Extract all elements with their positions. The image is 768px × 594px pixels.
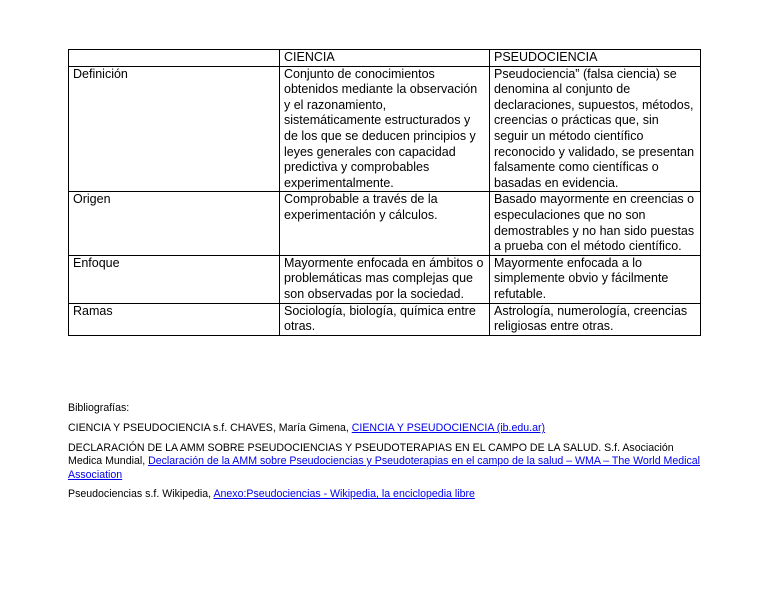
header-cell-pseudociencia: PSEUDOCIENCIA [490,50,701,67]
table-row [69,255,701,303]
bibliography-link[interactable]: Anexo:Pseudociencias - Wikipedia, la enciclopedia libre [213,488,475,501]
bibliography-heading: Bibliografías: [68,402,130,414]
table-row [69,303,701,335]
cell-ciencia: Mayormente enfocada en ámbitos o problemáticas mas complejas que son observadas por la sociedad. [280,255,490,303]
bibliography-link[interactable]: CIENCIA Y PSEUDOCIENCIA (ib.edu.ar) [351,422,546,435]
table-row [69,66,701,192]
table-header-row [69,50,701,67]
bibliography-entry [68,488,708,501]
cell-ciencia: Sociología, biología, química entre otras. [280,303,490,335]
table-row [69,192,701,255]
cell-ciencia: Conjunto de conocimientos obtenidos mediante la observación y el razonamiento, sistemáticamente estructurados y de los que se deducen principios y leyes generales con capacidad predictiva y comprobables experimentalmente. [280,66,490,192]
bibliography-entry-text: DECLARACIÓN DE LA AMM SOBRE PSEUDOCIENCIAS Y PSEUDOTERAPIAS EN EL CAMPO DE LA SALUD. S.f. Asociación Medica Mundial, [68,441,674,468]
cell-pseudociencia: Basado mayormente en creencias o especulaciones que no son demostrables y no han sido puestas a prueba con el método científico. [490,192,701,255]
bibliography-entry-text: Pseudociencias s.f. Wikipedia, [68,488,214,501]
row-label-origen: Origen [69,192,280,255]
row-label-enfoque: Enfoque [69,255,280,303]
header-cell-empty [69,50,280,67]
cell-ciencia: Comprobable a través de la experimentación y cálculos. [280,192,490,255]
bibliography-entry [68,442,708,482]
bibliography-section [68,402,708,507]
bibliography-entry [68,422,708,435]
bibliography-entry-text: CIENCIA Y PSEUDOCIENCIA s.f. CHAVES, María Gimena, [68,422,352,435]
header-cell-ciencia: CIENCIA [280,50,490,67]
row-label-ramas: Ramas [69,303,280,335]
cell-pseudociencia: Mayormente enfocada a lo simplemente obvio y fácilmente refutable. [490,255,701,303]
cell-pseudociencia: Astrología, numerología, creencias religiosas entre otras. [490,303,701,335]
comparison-table [68,49,701,336]
cell-pseudociencia: Pseudociencia” (falsa ciencia) se denomina al conjunto de declaraciones, supuestos, métodos, creencias o prácticas que, sin seguir un método científico reconocido y validado, se presentan falsamente como científicas o basadas en evidencia. [490,66,701,192]
bibliography-link[interactable]: Declaración de la AMM sobre Pseudociencias y Pseudoterapias en el campo de la salud – WMA – The World Medical Association [68,455,701,481]
row-label-definicion: Definición [69,66,280,192]
